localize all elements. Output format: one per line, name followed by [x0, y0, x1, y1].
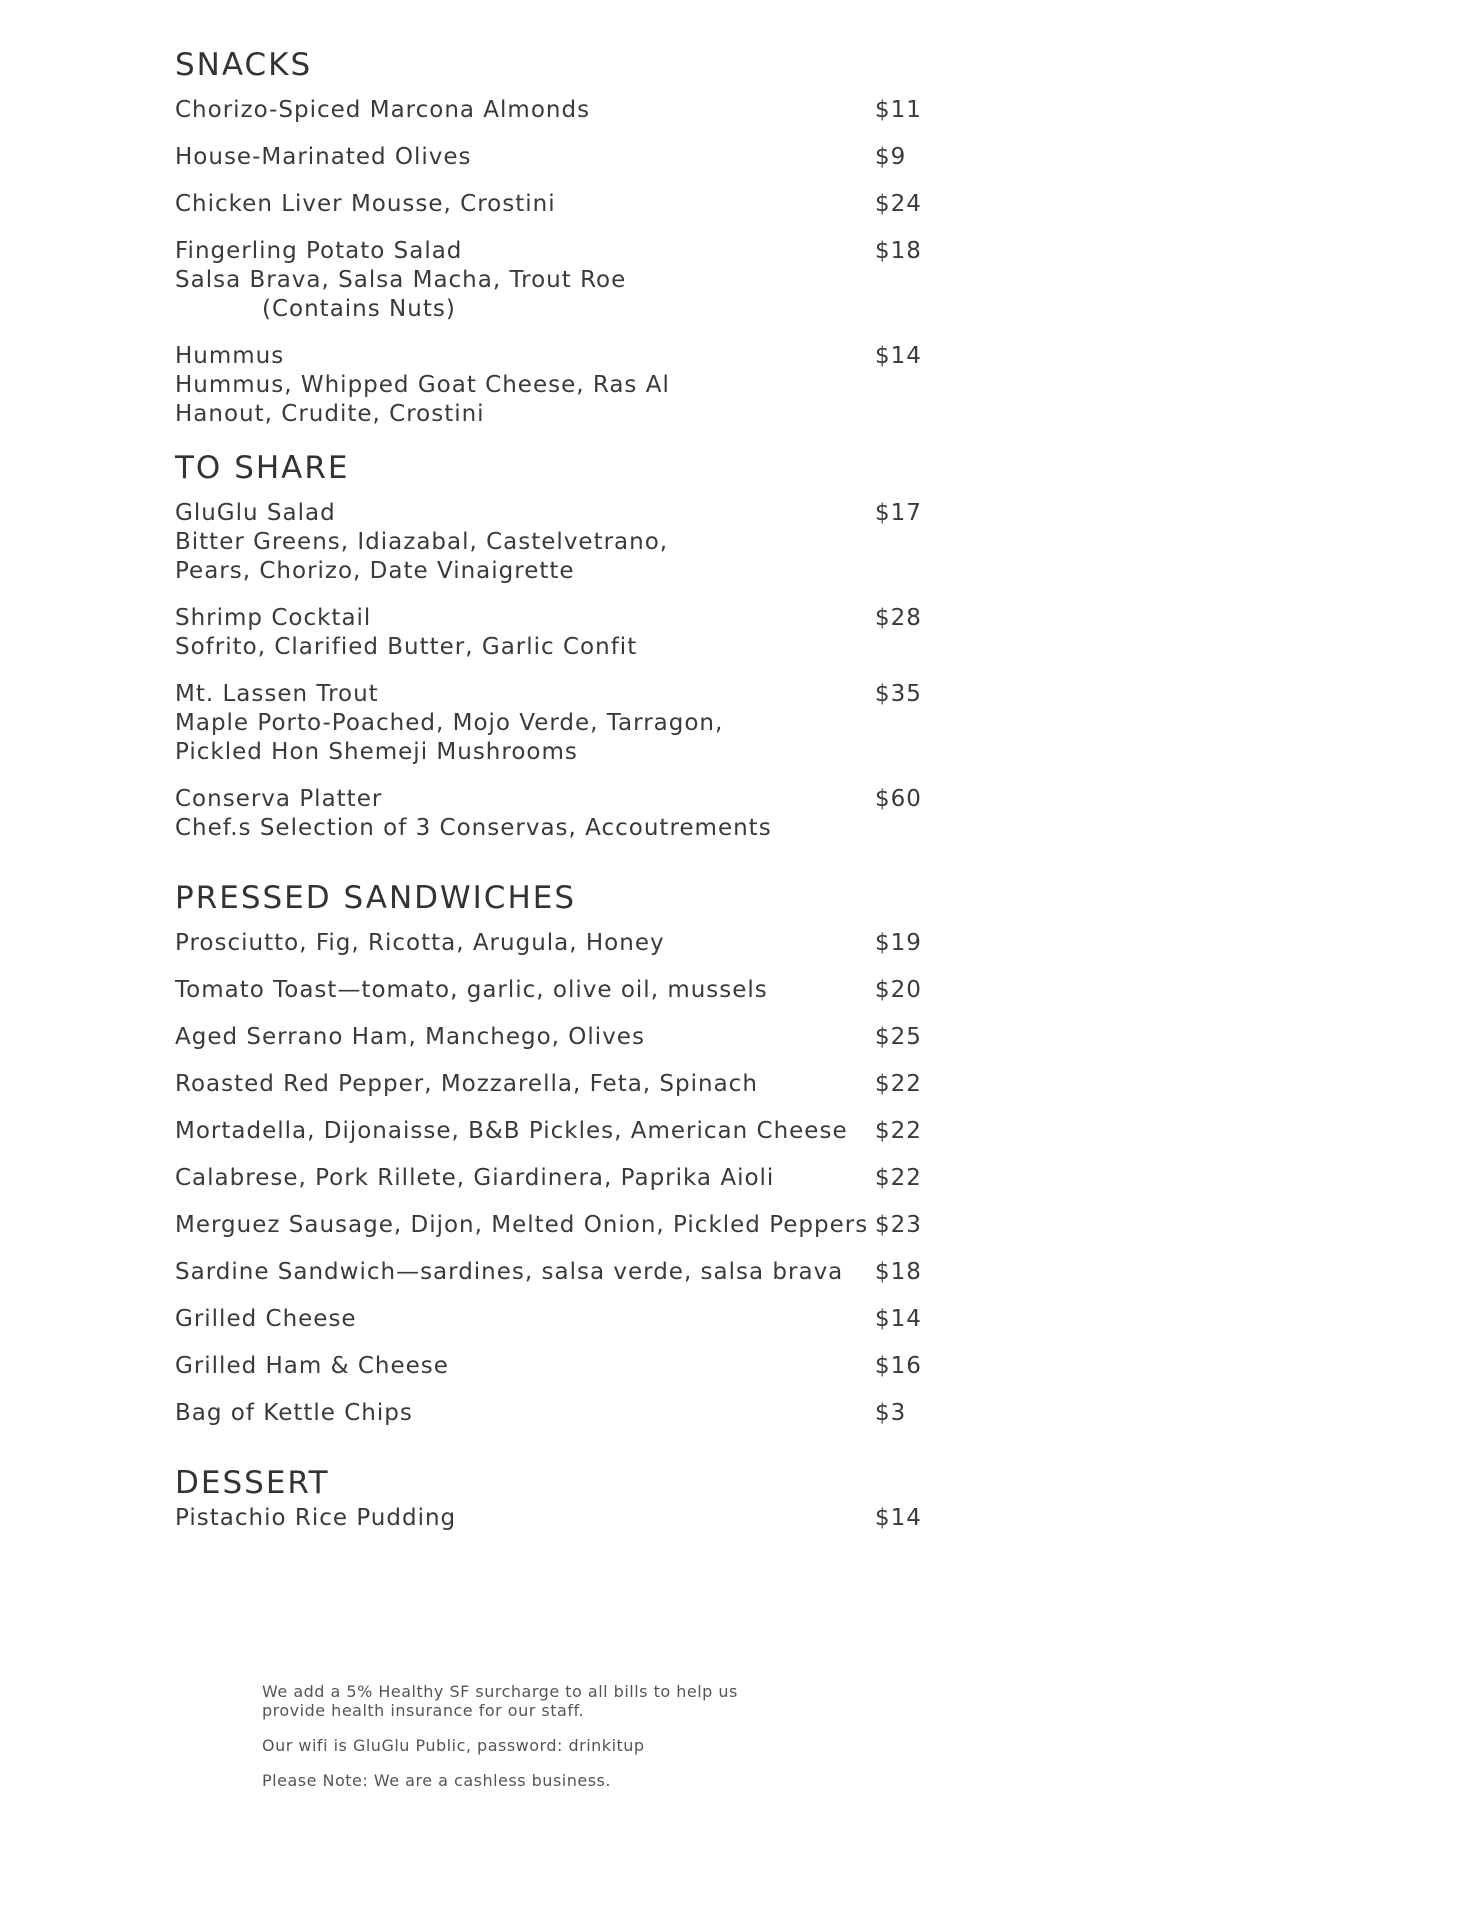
item-price: $14 — [875, 1306, 922, 1332]
item-price: $28 — [875, 605, 922, 631]
footer-notes — [262, 1682, 782, 1806]
menu-item — [175, 499, 935, 586]
item-name: Pistachio Rice Pudding — [175, 1505, 457, 1531]
item-name: Aged Serrano Ham, Manchego, Olives — [175, 1024, 645, 1050]
item-price: $25 — [875, 1024, 922, 1050]
item-description: Hummus, Whipped Goat Cheese, Ras Al Hanout, Crudite, Crostini — [175, 372, 670, 427]
item-price: $35 — [875, 681, 922, 707]
menu-item — [175, 237, 935, 324]
item-price: $18 — [875, 238, 922, 264]
menu-item — [175, 1399, 935, 1428]
item-name: Roasted Red Pepper, Mozzarella, Feta, Spinach — [175, 1071, 758, 1097]
menu-item — [175, 190, 935, 219]
menu-item — [175, 1305, 935, 1334]
menu-item — [175, 1352, 935, 1381]
menu-item — [175, 604, 935, 662]
item-name: Calabrese, Pork Rillete, Giardinera, Paprika Aioli — [175, 1165, 775, 1191]
cashless-note: Please Note: We are a cashless business. — [262, 1771, 611, 1790]
menu-item — [175, 1070, 935, 1099]
item-description: Bitter Greens, Idiazabal, Castelvetrano, Pears, Chorizo, Date Vinaigrette — [175, 529, 669, 584]
item-price: $22 — [875, 1071, 922, 1097]
menu-item — [175, 1504, 935, 1533]
item-name: Chorizo-Spiced Marcona Almonds — [175, 97, 591, 123]
menu-item — [175, 1164, 935, 1193]
item-price: $20 — [875, 977, 922, 1003]
item-name: Bag of Kettle Chips — [175, 1400, 413, 1426]
item-name: Prosciutto, Fig, Ricotta, Arugula, Honey — [175, 930, 665, 956]
item-name: Conserva Platter — [175, 786, 383, 812]
item-price: $9 — [875, 144, 907, 170]
menu-item — [175, 1023, 935, 1052]
section-title-to-share: TO SHARE — [175, 450, 350, 486]
section-dessert — [175, 1462, 935, 1533]
item-description: Sofrito, Clarified Butter, Garlic Confit — [175, 634, 638, 660]
item-price: $24 — [875, 191, 922, 217]
item-name: Tomato Toast—tomato, garlic, olive oil, mussels — [175, 977, 768, 1003]
item-name: Chicken Liver Mousse, Crostini — [175, 191, 556, 217]
item-price: $18 — [875, 1259, 922, 1285]
item-name: Grilled Cheese — [175, 1306, 357, 1332]
menu-item — [175, 976, 935, 1005]
section-title-snacks: SNACKS — [175, 47, 313, 83]
item-price: $22 — [875, 1118, 922, 1144]
item-price: $23 — [875, 1212, 922, 1238]
section-pressed-sandwiches — [175, 877, 935, 1428]
section-to-share — [175, 447, 935, 843]
menu-item — [175, 342, 935, 429]
menu-item — [175, 1117, 935, 1146]
menu-item — [175, 143, 935, 172]
menu-item — [175, 1211, 935, 1240]
item-price: $14 — [875, 1505, 922, 1531]
item-name: Sardine Sandwich—sardines, salsa verde, salsa brava — [175, 1259, 844, 1285]
item-price: $14 — [875, 343, 922, 369]
section-title-pressed-sandwiches: PRESSED SANDWICHES — [175, 880, 577, 916]
item-price: $16 — [875, 1353, 922, 1379]
menu-item — [175, 680, 935, 767]
item-name: Mt. Lassen Trout — [175, 681, 379, 707]
item-name: GluGlu Salad — [175, 500, 336, 526]
item-note: (Contains Nuts) — [262, 296, 456, 322]
item-name: Fingerling Potato Salad — [175, 238, 463, 264]
item-price: $11 — [875, 97, 922, 123]
menu-item — [175, 1258, 935, 1287]
item-price: $22 — [875, 1165, 922, 1191]
section-snacks — [175, 44, 935, 429]
item-price: $17 — [875, 500, 922, 526]
surcharge-note: We add a 5% Healthy SF surcharge to all bills to help us provide health insurance for our staff. — [262, 1682, 738, 1720]
item-price: $19 — [875, 930, 922, 956]
menu — [175, 44, 935, 1539]
item-description: Chef.s Selection of 3 Conservas, Accoutrements — [175, 815, 772, 841]
item-name: Merguez Sausage, Dijon, Melted Onion, Pickled Peppers — [175, 1212, 869, 1238]
item-name: Shrimp Cocktail — [175, 605, 372, 631]
item-description: Maple Porto-Poached, Mojo Verde, Tarragon, Pickled Hon Shemeji Mushrooms — [175, 710, 724, 765]
item-name: Hummus — [175, 343, 285, 369]
menu-item — [175, 785, 935, 843]
item-price: $60 — [875, 786, 922, 812]
menu-item — [175, 96, 935, 125]
item-name: House-Marinated Olives — [175, 144, 472, 170]
item-name: Grilled Ham & Cheese — [175, 1353, 449, 1379]
section-title-dessert: DESSERT — [175, 1465, 330, 1501]
wifi-note: Our wifi is GluGlu Public, password: drinkitup — [262, 1736, 645, 1755]
menu-item — [175, 929, 935, 958]
item-name: Mortadella, Dijonaisse, B&B Pickles, American Cheese — [175, 1118, 848, 1144]
item-price: $3 — [875, 1400, 907, 1426]
item-description: Salsa Brava, Salsa Macha, Trout Roe — [175, 267, 627, 293]
